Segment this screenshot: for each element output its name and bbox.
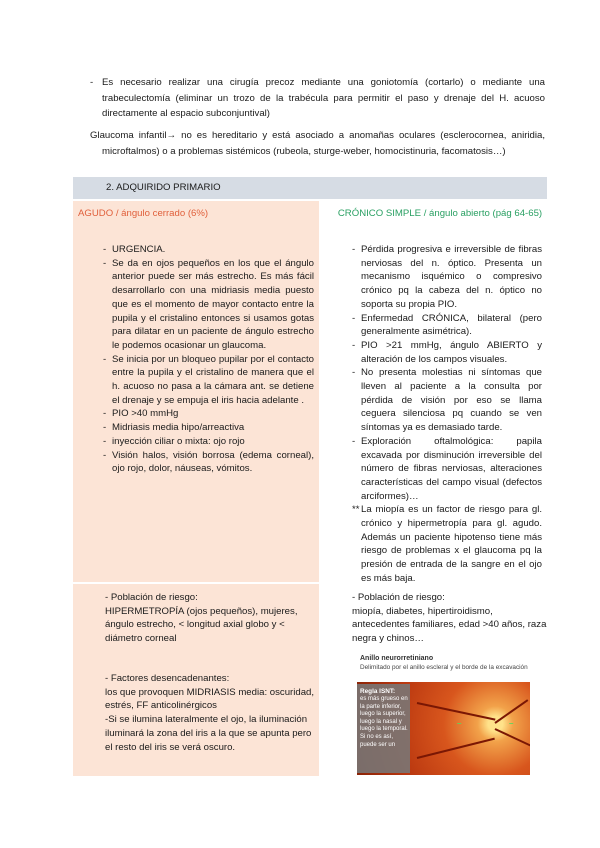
acute-column-heading: AGUDO / ángulo cerrado (6%) (78, 208, 209, 219)
section-title: 2. ADQUIRIDO PRIMARIO (106, 182, 221, 193)
infantile-glaucoma-text: Glaucoma infantil→ no es hereditario y está asociado a anomañas oculares (esclerocornea, aniridia, microftalmos) o a problemas sistémicos (rubeola, sturge-weber, homocistinuria, facomatosis…) (90, 130, 545, 157)
acute-triggers (105, 672, 315, 754)
list-item: - PIO >21 mmHg, ángulo ABIERTO y alteración de los campos visuales. (352, 339, 542, 365)
acute-features-list (103, 243, 314, 476)
infantile-glaucoma-paragraph (90, 128, 545, 159)
chronic-features-list (352, 243, 542, 586)
acute-triggers-title: - Factores desencadenantes: (105, 673, 230, 684)
list-item: ** La miopía es un factor de riesgo para gl. crónico y hipermetropía para gl. agudo. Además un paciente hipotenso tiene más riesgo de problemas x el glaucoma pq la presión de entrada de la sangre en el ojo es más baja. (352, 504, 542, 584)
section-header-band (73, 177, 547, 199)
list-item: - inyección ciliar o mixta: ojo rojo (103, 435, 245, 447)
list-item: - No presenta molestias ni síntomas que lleven al paciente a la consulta por pérdida de visión por eso se llama ceguera silenciosa pq cuando se ven síntomas ya es demasiado tarde. (352, 367, 542, 434)
optic-disc-figure (357, 651, 530, 775)
list-item: - PIO >40 mmHg (103, 408, 179, 420)
figure-caption-title: Anillo neurorretiniano (360, 655, 434, 662)
paragraph-dash: - (90, 77, 94, 88)
acute-risk-population (105, 591, 315, 646)
isnt-rule-title: Regla ISNT: (360, 688, 396, 695)
figure-caption-text: Delimitado por el anillo escleral y el borde de la excavación (360, 664, 528, 671)
chronic-column-heading: CRÓNICO SIMPLE / ángulo abierto (pág 64-65) (337, 208, 543, 219)
list-item: - URGENCIA. (103, 244, 166, 255)
list-item: - Enfermedad CRÓNICA, bilateral (pero generalmente asimétrica). (352, 312, 542, 338)
iris-illumination-text: -Si se ilumina lateralmente el ojo, la iluminación iluminará la zona del iris a la que se apunta pero el resto del iris se verá oscuro. (105, 714, 312, 753)
isnt-rule-text: es más grueso en la parte inferior, luego la superior, luego la nasal y luego la temporal. Si no es así, puede ser un (360, 696, 408, 748)
acute-risk-text: HIPERMETROPÍA (ojos pequeños), mujeres, ángulo estrecho, < longitud axial globo y < diámetro corneal (105, 605, 298, 645)
list-item: - Midriasis media hipo/arreactiva (103, 422, 245, 434)
list-item: - Se inicia por un bloqueo pupilar por el contacto entre la pupila y el cristalino de manera que el h. acuoso no pasa a la cámara ant. se detiene el drenaje y se empuja el iris hacia adelante . (103, 353, 314, 406)
list-item: - Visión halos, visión borrosa (edema corneal), ojo rojo, dolor, náuseas, vómitos. (103, 449, 314, 475)
temporal-marker-icon: – (509, 719, 514, 728)
list-item: - Pérdida progresiva e irreversible de fibras nerviosas del n. óptico. Presenta un mecanismo isquémico o compresivo crónico pq la cabeza del n. óptico no soporta su propia PIO. (352, 244, 542, 310)
acute-triggers-text: los que provoquen MIDRIASIS media: oscuridad, estrés, FF anticolinérgicos (105, 686, 315, 712)
surgery-text: Es necesario realizar una cirugía precoz mediante una goniotomía (cortarlo) o mediante una trabeculectomía (eliminar un trozo de la trabécula para permitir el paso y drenaje del H. acuoso directamente al espacio subconjuntival) (102, 77, 545, 119)
acute-risk-title: - Población de riesgo: (105, 592, 198, 603)
list-item: - Exploración oftalmológica: papila excavada por disminución irreversible del número de fibras nerviosas, alteraciones características del campo visual (defectos arciformes)… (352, 435, 542, 502)
surgery-paragraph (90, 75, 545, 122)
nasal-marker-icon: – (457, 719, 462, 728)
chronic-risk-text: miopía, diabetes, hipertiroidismo, antecedentes familiares, edad >40 años, raza negra y chinos… (352, 605, 547, 645)
list-item: - Se da en ojos pequeños en los que el ángulo anterior puede ser más estrecho. Es más fácil desarrollarlo con una midriasis media puesto que es el momento de mayor contacto entre la pupila y el cristalino entonces si usamos gotas para dilatar en un paciente de ángulo estrecho le podemos ocasionar un glaucoma. (103, 257, 314, 351)
chronic-risk-title: - Población de riesgo: (352, 592, 445, 603)
chronic-risk-population (352, 591, 547, 646)
